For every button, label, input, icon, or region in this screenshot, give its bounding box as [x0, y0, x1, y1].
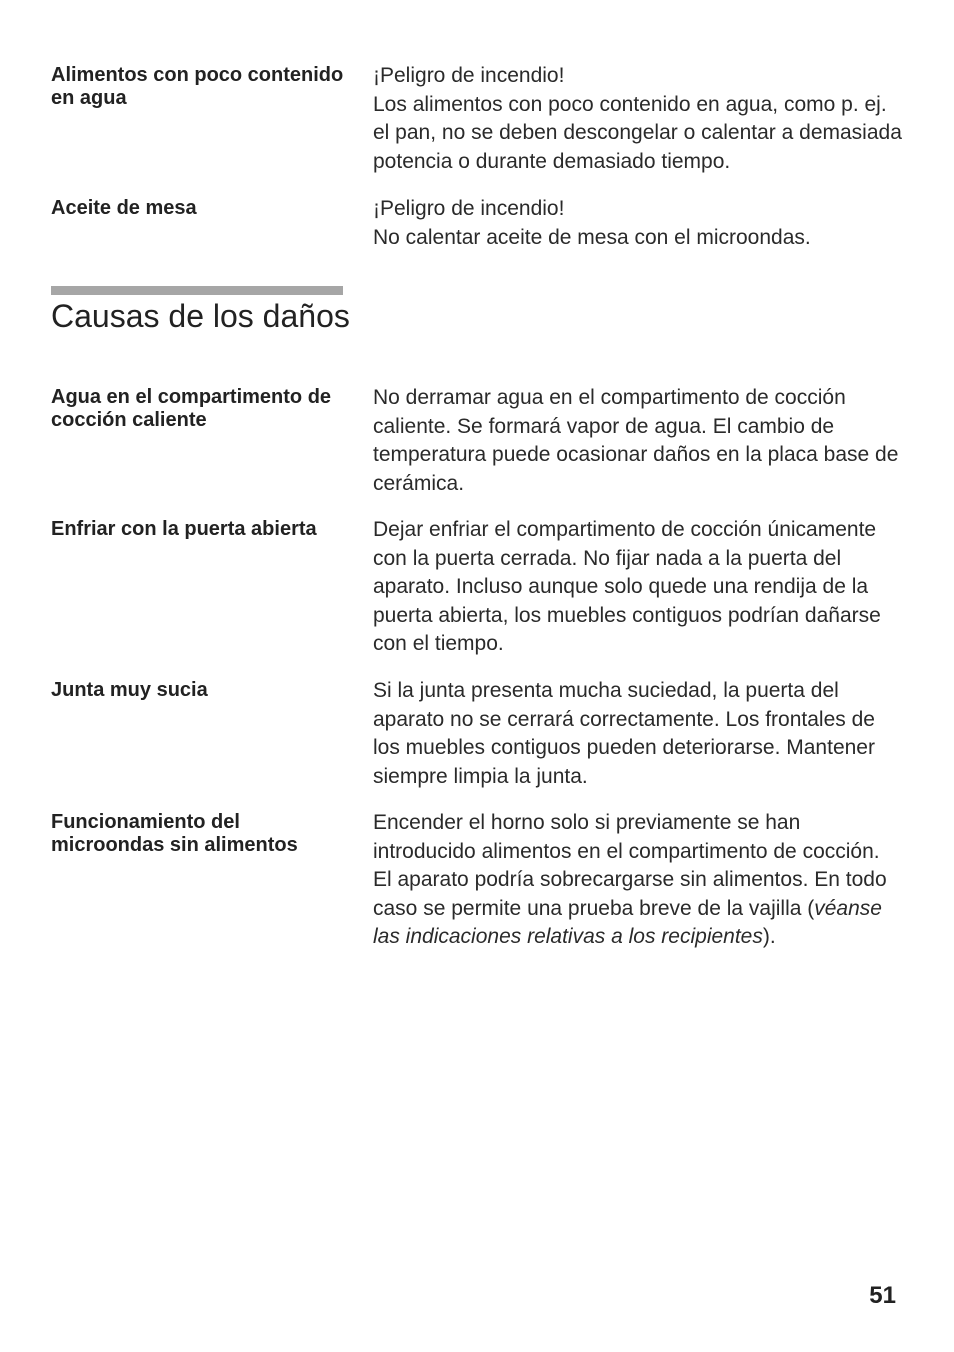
entry-text: Si la junta presenta mucha suciedad, la puerta del aparato no se cerrará correctamente. Los frontales de los muebles contiguos pueden deteriorarse. Mantener siempre limpia la junta.: [373, 679, 875, 788]
entry-term: Agua en el compartimento de cocción caliente: [51, 386, 332, 431]
entry-description: [373, 62, 903, 176]
entry-text: Dejar enfriar el compartimento de cocción únicamente con la puerta cerrada. No fijar nada a la puerta del aparato. Incluso aunque solo quede una rendija de la puerta abierta, los muebles contiguos podrían dañarse con el tiempo.: [373, 518, 881, 655]
entry-term: Junta muy sucia: [51, 679, 208, 701]
page-number: 51: [869, 1282, 896, 1309]
entry-text-main: Encender el horno solo si previamente se han introducido alimentos en el compartimento de cocción. El aparato podría sobrecargarse sin alimentos. En todo caso se permite una prueba breve de la vajilla (: [373, 811, 887, 920]
fire-warning: ¡Peligro de incendio!: [373, 64, 565, 87]
entry-term: Funcionamiento del microondas sin alimentos: [51, 811, 298, 856]
cross-reference: véanse las indicaciones relativas a los recipientes: [373, 896, 882, 948]
entry-term: Enfriar con la puerta abierta: [51, 518, 317, 540]
section-divider: [51, 286, 343, 295]
entry-description: [373, 384, 903, 498]
entry-term: Alimentos con poco contenido en agua: [51, 64, 344, 109]
entry-description: [373, 809, 903, 952]
section-title: Causas de los daños: [51, 298, 350, 334]
fire-warning: ¡Peligro de incendio!: [373, 197, 565, 220]
entry-text: No derramar agua en el compartimento de cocción caliente. Se formará vapor de agua. El cambio de temperatura puede ocasionar daños en la placa base de cerámica.: [373, 386, 899, 495]
entry-description: [373, 516, 903, 659]
entry-term: Aceite de mesa: [51, 197, 197, 219]
entry-text: [373, 809, 903, 952]
entry-description: [373, 195, 903, 252]
entry-text-end: ).: [762, 925, 776, 948]
entry-text: Los alimentos con poco contenido en agua, como p. ej. el pan, no se deben descongelar o calentar a demasiada potencia o durante demasiado tiempo.: [373, 92, 902, 173]
entry-description: [373, 677, 903, 791]
entry-text: No calentar aceite de mesa con el microondas.: [373, 225, 811, 249]
